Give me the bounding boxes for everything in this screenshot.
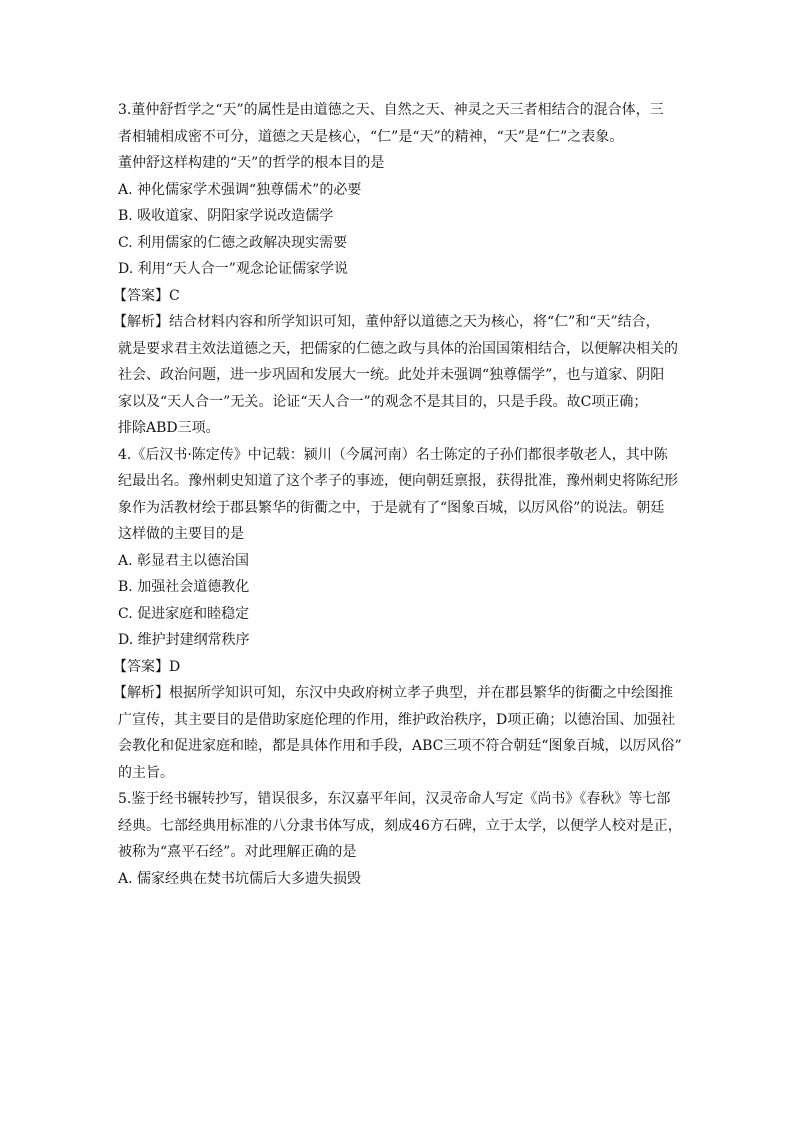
q3-stem-line-2: 者相辅相成密不可分，道德之天是核心，“仁”是“天”的精神，“天”是“仁”之表象。 bbox=[118, 128, 624, 145]
q5-stem-line-1: 5.鉴于经书辗转抄写，错误很多，东汉嘉平年间，汉灵帝命人写定《尚书》《春秋》等七部 bbox=[118, 791, 671, 807]
q3-option-c: C. 利用儒家的仁德之政解决现实需要 bbox=[118, 234, 348, 251]
q3-stem-line-3: 董仲舒这样构建的“天”的哲学的根本目的是 bbox=[118, 155, 385, 171]
q3-option-b: B. 吸收道家、阴阳家学说改造儒学 bbox=[118, 208, 334, 224]
document-page bbox=[113, 97, 682, 892]
q4-stem-line-1: 4.《后汉书·陈定传》中记载：颍川（今属河南）名士陈定的子孙们都很孝敬老人，其中陈 bbox=[118, 446, 668, 463]
q3-analysis-line-1: 【解析】结合材料内容和所学知识可知，董仲舒以道德之天为核心，将“仁”和“天”结合， bbox=[113, 314, 660, 330]
q4-analysis-line-4: 的主旨。 bbox=[118, 764, 174, 781]
q5-stem-line-3: 被称为“熹平石经”。对此理解正确的是 bbox=[118, 844, 357, 860]
q4-stem-line-2: 纪最出名。豫州刺史知道了这个孝子的事迹，便向朝廷禀报，获得批准，豫州刺史将陈纪形 bbox=[118, 473, 678, 489]
q3-stem-line-1: 3.董仲舒哲学之“天”的属性是由道德之天、自然之天、神灵之天三者相结合的混合体，三 bbox=[118, 102, 664, 118]
q5-option-a: A. 儒家经典在焚书坑儒后大多遗失损毁 bbox=[118, 870, 362, 887]
q3-analysis-line-4: 家以及“天人合一”无关。论证“天人合一”的观念不是其目的，只是手段。故C项正确； bbox=[118, 393, 648, 410]
q4-option-b: B. 加强社会道德教化 bbox=[118, 579, 250, 595]
q4-analysis-line-1: 【解析】根据所学知识可知，东汉中央政府树立孝子典型，并在郡县繁华的街衢之中绘图推 bbox=[113, 685, 673, 701]
q5-stem-line-2: 经典。七部经典用标准的八分隶书体写成，刻成46方石碑，立于太学，以便学人校对是正， bbox=[118, 817, 682, 834]
q4-answer: 【答案】D bbox=[113, 658, 181, 675]
q3-analysis-line-5: 排除ABD三项。 bbox=[118, 420, 220, 436]
q3-option-a: A. 神化儒家学术强调“独尊儒术”的必要 bbox=[118, 181, 362, 198]
q3-analysis-line-2: 就是要求君主效法道德之天，把儒家的仁德之政与具体的治国国策相结合，以便解决相关的 bbox=[118, 340, 678, 357]
q3-option-d: D. 利用“天人合一”观念论证儒家学说 bbox=[118, 261, 348, 277]
q4-option-c: C. 促进家庭和睦稳定 bbox=[118, 605, 250, 622]
q4-stem-line-4: 这样做的主要目的是 bbox=[118, 526, 244, 542]
q4-option-d: D. 维护封建纲常秩序 bbox=[118, 632, 250, 648]
q3-analysis-line-3: 社会、政治问题，进一步巩固和发展大一统。此处并未强调“独尊儒学”，也与道家、阴阳 bbox=[118, 367, 665, 383]
q3-answer: 【答案】C bbox=[113, 287, 180, 304]
q4-analysis-line-2: 广宣传，其主要目的是借助家庭伦理的作用，维护政治秩序，D项正确；以德治国、加强社 bbox=[118, 711, 676, 728]
q4-stem-line-3: 象作为活教材绘于郡县繁华的街衢之中，于是就有了“图象百城，以厉风俗”的说法。朝廷 bbox=[118, 499, 665, 516]
q4-analysis-line-3: 会教化和促进家庭和睦，都是具体作用和手段，ABC三项不符合朝廷“图象百城，以厉风俗” bbox=[118, 738, 682, 754]
q4-option-a: A. 彰显君主以德治国 bbox=[118, 552, 250, 569]
